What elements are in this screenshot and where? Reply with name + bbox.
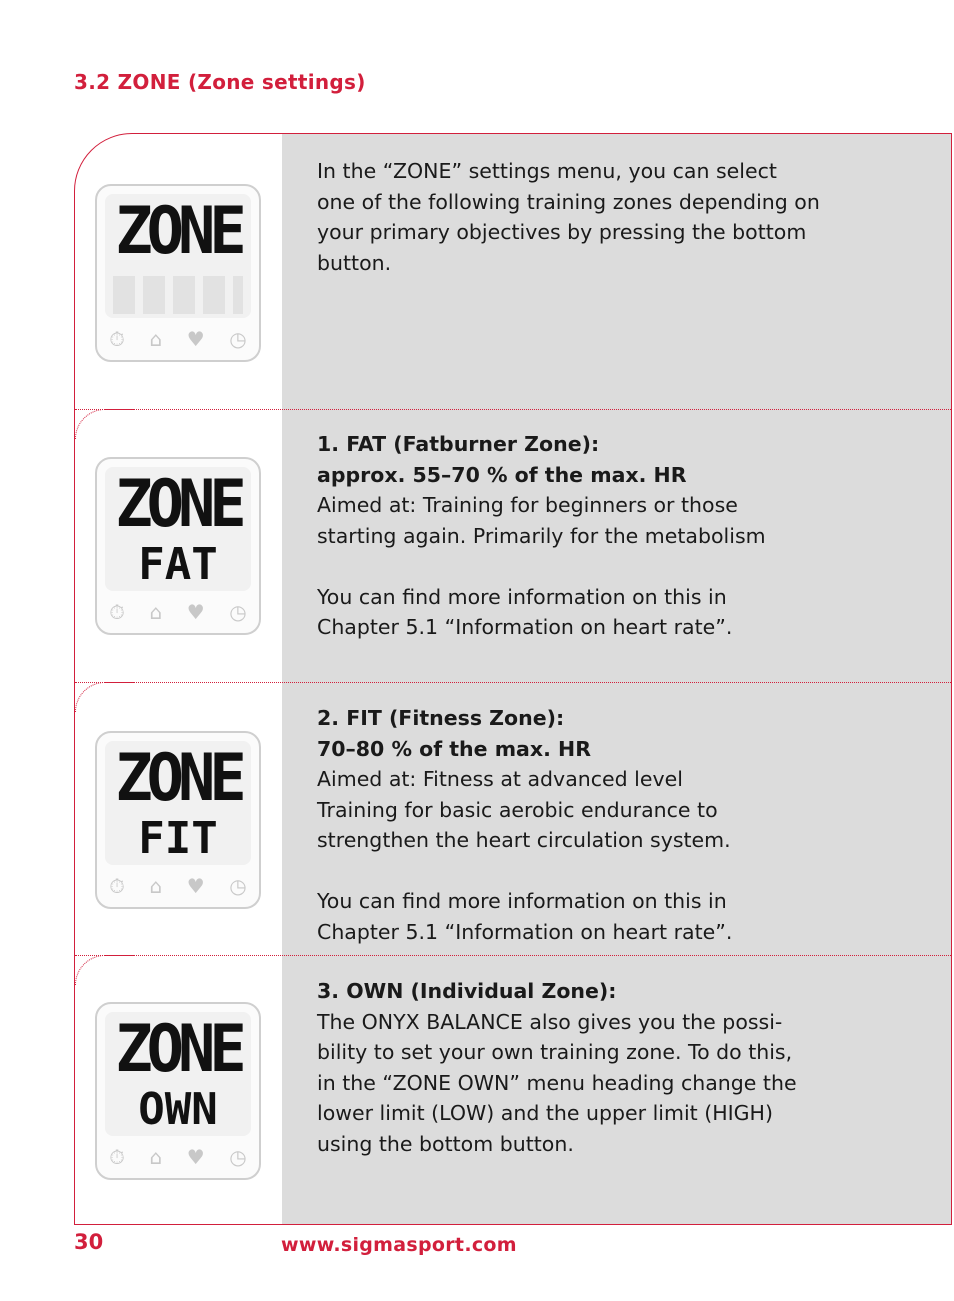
footer-url-link[interactable]: www.sigmasport.com: [281, 1234, 517, 1256]
stopwatch-icon: ⏱: [109, 874, 125, 898]
paragraph-line: Aimed at: Fitness at advanced level: [317, 767, 683, 791]
fat-zone-text: [317, 429, 877, 643]
stopwatch-icon: ⏱: [109, 600, 125, 624]
paragraph-line: Chapter 5.1 “Information on heart rate”.: [317, 919, 733, 944]
section-divider: [75, 409, 951, 410]
zone-heading: 2. FIT (Fitness Zone):: [317, 706, 565, 730]
own-zone-text: [317, 976, 877, 1159]
paragraph-line: button.: [317, 250, 392, 275]
lcd-screen: [105, 1012, 251, 1136]
device-icon-row: [97, 1144, 259, 1170]
paragraph-line: Chapter 5.1 “Information on heart rate”.: [317, 615, 733, 639]
lcd-bottom-text: FAT: [138, 539, 218, 590]
paragraph-line: strengthen the heart circulation system.: [317, 828, 731, 852]
section-divider: [75, 682, 951, 683]
paragraph-line: starting again. Primarily for the metabolism: [317, 523, 766, 548]
heart-icon: ♥: [186, 600, 205, 624]
clock-icon: ◷: [229, 874, 247, 898]
lcd-top-text: ZONE: [115, 194, 241, 269]
device-icon-row: [97, 873, 259, 899]
home-icon: ⌂: [149, 874, 163, 898]
paragraph-line: using the bottom button.: [317, 1131, 574, 1156]
section-divider: [75, 955, 951, 956]
zone-range: 70–80 % of the max. HR: [317, 736, 591, 761]
lcd-ghost-segments: [113, 276, 243, 314]
device-display-zone-own: [95, 1002, 261, 1180]
page-number: 30: [74, 1230, 104, 1254]
device-icon-row: [97, 599, 259, 625]
paragraph-line: Training for basic aerobic endurance to: [317, 797, 718, 822]
heart-icon: ♥: [186, 1145, 205, 1169]
paragraph-line: In the “ZONE” settings menu, you can select: [317, 159, 777, 183]
stopwatch-icon: ⏱: [109, 1145, 125, 1169]
paragraph-line: lower limit (LOW) and the upper limit (HIGH): [317, 1101, 773, 1125]
paragraph-line: The ONYX BALANCE also gives you the possi-: [317, 1009, 783, 1034]
paragraph-line: one of the following training zones depending on: [317, 189, 820, 214]
paragraph-line: in the “ZONE OWN” menu heading change the: [317, 1070, 797, 1095]
lcd-top-text: ZONE: [115, 741, 241, 816]
lcd-screen: [105, 467, 251, 591]
zone-range: approx. 55–70 % of the max. HR: [317, 462, 687, 487]
home-icon: ⌂: [149, 327, 163, 351]
paragraph-line: your primary objectives by pressing the bottom: [317, 220, 807, 244]
stopwatch-icon: ⏱: [109, 327, 125, 351]
heart-icon: ♥: [186, 874, 205, 898]
clock-icon: ◷: [229, 327, 247, 351]
section-title: 3.2 ZONE (Zone settings): [74, 70, 366, 94]
clock-icon: ◷: [229, 1145, 247, 1169]
heart-icon: ♥: [186, 327, 205, 351]
paragraph-line: You can find more information on this in: [317, 584, 727, 609]
clock-icon: ◷: [229, 600, 247, 624]
home-icon: ⌂: [149, 1145, 163, 1169]
zone-heading: 3. OWN (Individual Zone):: [317, 979, 617, 1003]
device-display-zone: [95, 184, 261, 362]
lcd-top-text: ZONE: [115, 1012, 241, 1087]
device-icon-row: [97, 326, 259, 352]
fit-zone-text: [317, 703, 877, 947]
lcd-top-text: ZONE: [115, 467, 241, 542]
intro-text: [317, 156, 877, 278]
content-frame: [74, 133, 952, 1225]
paragraph-line: You can find more information on this in: [317, 889, 727, 913]
lcd-screen: [105, 741, 251, 865]
device-display-zone-fat: [95, 457, 261, 635]
lcd-screen: [105, 194, 251, 318]
paragraph-line: Aimed at: Training for beginners or those: [317, 493, 738, 517]
lcd-bottom-text: FIT: [138, 813, 218, 864]
zone-heading: 1. FAT (Fatburner Zone):: [317, 432, 600, 456]
lcd-bottom-text: OWN: [138, 1084, 218, 1135]
paragraph-line: bility to set your own training zone. To do this,: [317, 1040, 793, 1064]
home-icon: ⌂: [149, 600, 163, 624]
device-display-zone-fit: [95, 731, 261, 909]
